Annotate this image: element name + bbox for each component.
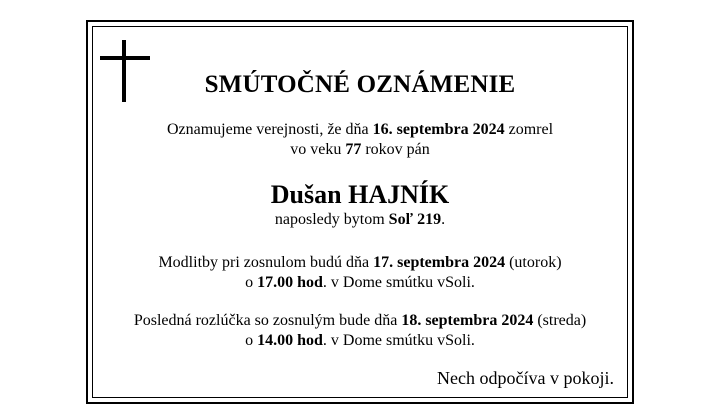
residence-suffix: . <box>441 211 446 228</box>
intro-suffix: zomrel <box>504 121 554 138</box>
farewell-time: 14.00 hod <box>257 332 323 349</box>
age-suffix: rokov pán <box>361 141 430 158</box>
age-prefix: vo veku <box>290 141 346 158</box>
age-line <box>92 141 628 159</box>
intro-line <box>92 121 628 139</box>
farewell-time-line <box>92 332 628 350</box>
residence-prefix: naposledy bytom <box>274 211 389 228</box>
last-name: HAJNÍK <box>348 180 450 209</box>
prayers-date: 17. septembra 2024 <box>373 254 506 271</box>
prayers-time: 17.00 hod <box>257 274 323 291</box>
deceased-name <box>92 180 628 210</box>
prayers-line <box>92 254 628 272</box>
prayers-day: (utorok) <box>505 254 562 271</box>
farewell-prefix: Posledná rozlúčka so zosnulým bude dňa <box>133 312 402 329</box>
farewell-time-prefix: o <box>245 332 258 349</box>
farewell-date: 18. septembra 2024 <box>401 312 534 329</box>
intro-text: Oznamujeme verejnosti, že dňa <box>166 121 373 138</box>
farewell-line <box>92 312 628 330</box>
farewell-day: (streda) <box>533 312 587 329</box>
residence-line <box>92 211 628 229</box>
age-years: 77 <box>345 141 362 158</box>
residence-place: Soľ 219 <box>388 211 442 228</box>
prayers-time-prefix: o <box>245 274 258 291</box>
farewell-place: . v Dome smútku vSoli. <box>322 332 475 349</box>
prayers-time-line <box>92 274 628 292</box>
prayers-prefix: Modlitby pri zosnulom budú dňa <box>158 254 374 271</box>
notice-title: SMÚTOČNÉ OZNÁMENIE <box>204 71 516 98</box>
closing-line: Nech odpočíva v pokoji. <box>437 368 614 388</box>
first-name: Dušan <box>270 180 342 209</box>
prayers-place: . v Dome smútku vSoli. <box>322 274 475 291</box>
death-date: 16. septembra 2024 <box>372 121 505 138</box>
